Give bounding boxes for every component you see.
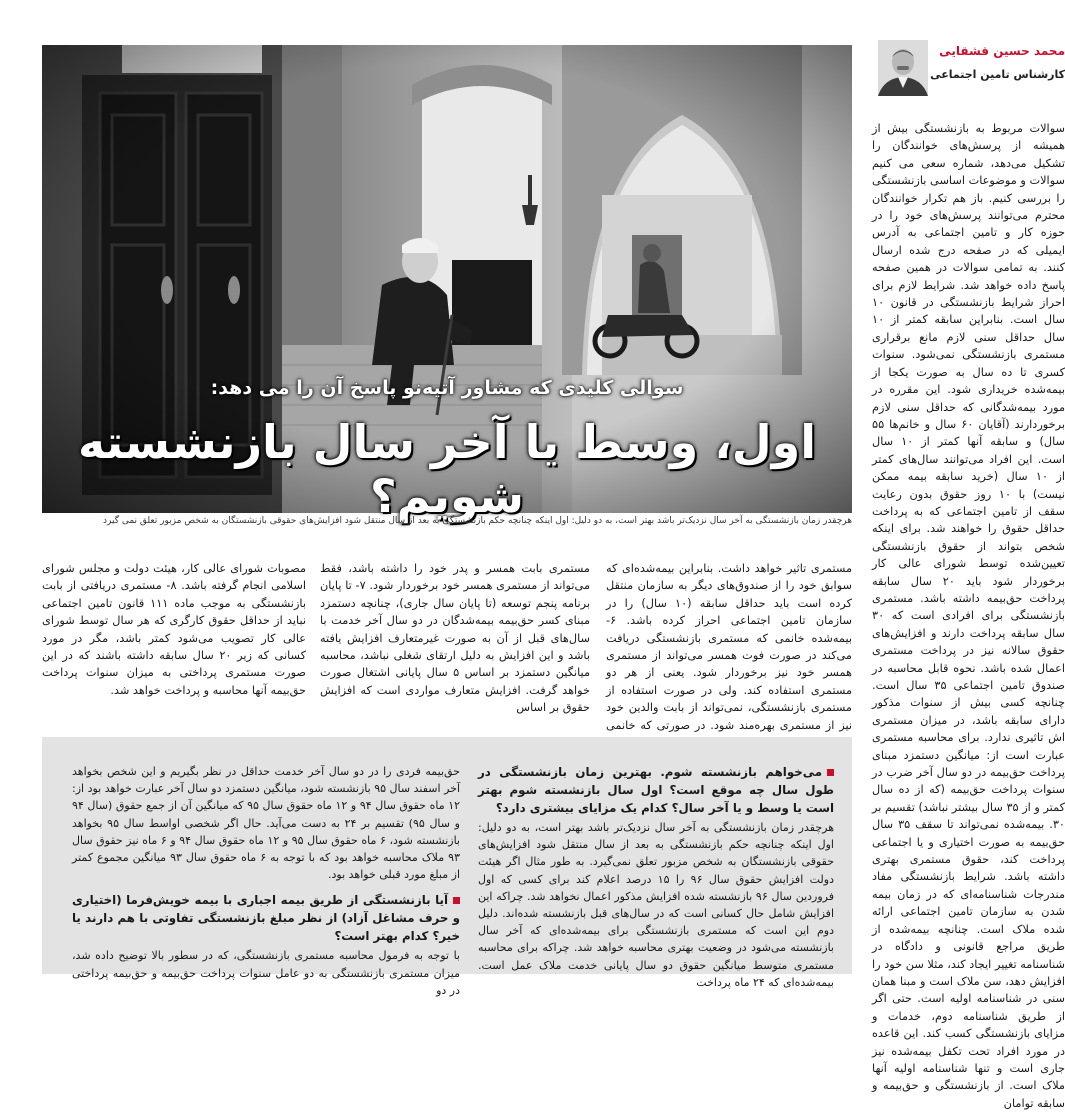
author-role: کارشناس تامین اجتماعی	[930, 68, 1065, 81]
hero-title: اول، وسط یا آخر سال بازنشسته شویم؟	[78, 415, 816, 523]
article-column-3	[42, 560, 306, 718]
author-byline	[872, 38, 1065, 98]
author-name: محمد حسین قشقایی	[939, 44, 1065, 58]
answer: هرچقدر زمان بازنشستگی به آخر سال نزدیک‌تر باشد بهتر است، به دو دلیل: اول اینکه چنانچه حکم بازنشستگی به بعد از سال منتقل شود افزایش‌های حقوقی بازنشستگان به شخص مزبور تعلق نمی‌گیرد. به طور مثال اگر هیئت دولت افزایش حقوق سال ۹۶ را ۱۵ درصد اعلام کند برای کسی که اول فروردین سال ۹۶ بازنشسته شده افزایش مذکور اعمال نخواهد شد. چراکه این افزایش شامل حال کسانی است که در سال‌های قبل بازنشسته شده‌اند. دلیل دوم این است که مستمری بازنشستگی برای بیمه‌شده‌ای که آخر سال بازنشسته می‌شود در وضعیت بهتری محاسبه خواهد شد. چراکه برای محاسبه مستمری متوسط میانگین حقوق دو سال پایانی خدمت ملاک عمل است. بیمه‌شده‌ای که ۲۴ ماه پرداخت	[478, 821, 834, 989]
article-text: مصوبات شورای عالی کار، هیئت دولت و مجلس شورای اسلامی انجام گرفته باشد. ۸- مستمری دریافتی از بابت بازنشستگی به موجب ماده ۱۱۱ قانون تامین اجتماعی نباید از حداقل حقوق کارگری که هر سال توسط شورای عالی کار تصویب می‌شود کمتر باشد، مگر در مورد کسانی که زیر ۲۰ سال سابقه داشته باشند که در این صورت مستمری پرداختی به میزان سنوات پرداخت حق‌بیمه آنها محاسبه و پرداخت خواهد شد.	[42, 562, 306, 697]
question-text: آیا بازنشستگی از طریق بیمه اجباری با بیمه خویش‌فرما (اختیاری و حرف مشاغل آزاد) از نظر مبلغ بازنشستگی تفاوتی با هم دارند یا خیر؟ کدام بهتر است؟	[72, 893, 460, 944]
answer: حق‌بیمه فردی را در دو سال آخر خدمت حداقل در نظر بگیریم و این شخص بخواهد آخر اسفند سال ۹۵ بازنشسته شود، میانگین دستمزد دو سال آخر عبارت خواهد بود از: ۱۲ ماه حقوق سال ۹۴ و ۱۲ ماه حقوق سال ۹۵ که میانگین آن از جمع حقوق (سال ۹۴ و سال ۹۵) تقسیم بر ۲۴ به دست می‌آید. حال اگر شخصی اواسط سال ۹۵ بخواهد بازنشسته شود، ۶ ماه حقوق سال ۹۵ و ۱۲ ماه حقوق سال ۹۴ و ۶ ماه نیز حقوق سال ۹۳ ملاک محاسبه خواهد بود که با توجه به ۶ ماه حقوق سال ۹۳ میانگین مجموع کمتر از مبلغ مورد قبلی خواهد بود.	[72, 765, 461, 882]
article-column-right	[872, 120, 1065, 1110]
qa-box	[42, 737, 852, 997]
bullet-square-icon	[827, 769, 834, 776]
photo-caption: هرچقدر زمان بازنشستگی به آخر سال نزدیک‌تر باشد بهتر است، به دو دلیل: اول اینکه چنانچه حکم بازنشستگی به بعد از سال منتقل شود افزایش‌های حقوقی بازنشستگان به شخص مزبور تعلق نمی گیرد	[103, 516, 852, 526]
bullet-square-icon	[453, 897, 460, 904]
author-photo	[878, 40, 928, 96]
question	[72, 891, 460, 945]
article-column-1	[606, 560, 852, 732]
answer: با توجه به فرمول محاسبه مستمری بازنشستگی، که در سطور بالا توضیح داده شد، میزان مستمری بازنشستگی به دو عامل سنوات پرداخت حق‌بیمه و حق‌بیمه پرداختی در دو	[72, 949, 460, 997]
hero-kicker: سوالی کلیدی که مشاور آتیه‌نو پاسخ آن را می دهد:	[210, 377, 684, 399]
article-column-2	[320, 560, 590, 718]
article-text: مستمری تاثیر خواهد داشت. بنابراین بیمه‌شده‌ای که سوابق خود را از صندوق‌های دیگر به سازمان منتقل کرده است باید حداقل سابقه (۱۰ سال) را در سازمان تامین اجتماعی احراز کرده باشد. ۶- بیمه‌شده خانمی که مستمری بازنشستگی دریافت می‌کند در صورت فوت همسر می‌تواند از مستمری همسر خود نیز برخوردار شود. یعنی از هر دو مستمری استفاده کند. ولی در صورت استفاده از مستمری بازنشستگی، نمی‌تواند از بابت والدین خود نیز از مستمری بهره‌مند شود. در صورتی که خانمی	[606, 562, 852, 732]
question-text: می‌خواهم بازنشسته شوم. بهترین زمان بازنشستگی در طول سال چه موقع است؟ اول سال بازنشسته شوم بهتر است یا وسط و یا آخر سال؟ کدام یک مزایای بیشتری دارد؟	[478, 765, 834, 815]
article-text: سوالات مربوط به بازنشستگی بیش از همیشه از پرسش‌های خوانندگان را تشکیل می‌دهد، شماره سعی می کنیم سوالات و موضوعات اساسی بازنشستگی را بررسی کنیم. باز هم تکرار خوانندگان محترم می‌توانند پرسش‌های خود را در حوزه کار و تامین اجتماعی به آدرس ایمیلی که در صفحه درج شده ارسال کنند. به تمامی سوالات در همین صفحه پاسخ داده خواهد شد. شرایط لازم برای احراز شرایط بازنشستگی در قانون ۱۰ سال است. بنابراین سابقه کمتر از ۱۰ سال حداقل سنی لازم مانع برقراری مستمری بازنشستگی نمی‌شود. سنوات کسری تا ده سال به صورت یکجا از بیمه‌شده خریداری شود. این مقرره در مورد بیمه‌شدگانی که حداقل سنی لازم برخوردارند (آقایان ۶۰ سال و خانم‌ها ۵۵ سال) و سابقه آنها کمتر از ۱۰ سال است. این افراد می‌توانند سال‌های کمتر از ۱۰ سال (خرید سابقه بیمه ممکن نیست) با ۱۰ روز حقوق بدون رعایت سقف از تامین اجتماعی که به پرداخت حداقل حقوق را خواهند شد. برای اینکه شخص بتواند از حقوق بازنشستگی تعیین‌شده توسط شورای عالی کار برخوردار شود باید ۲۰ سال سابقه پرداخت حق‌بیمه داشته باشد. مستمری بازنشستگی برای افرادی است که ۳۰ سال سابقه پرداخت دارند و افزایش‌های حقوق سالانه نیز در پرداخت مستمری اعمال شده باشد. نحوه قابل محاسبه در صندوق تامین اجتماعی ۳۵ سال است. چنانچه کسی بیش از سنوات مذکور دارای سابقه باشد، در میزان مستمری اش تاثیری ندارد. برای محاسبه مستمری عبارت است از: میانگین دستمزد مبنای پرداخت حق‌بیمه در دو سال آخر ضرب در سنوات پرداخت حق‌بیمه (که از ده سال کمتر و از ۳۵ سال بیشتر نباشد) تقسیم بر ۳۰. بیمه‌شده نمی‌تواند تا سقف ۳۵ سال حق‌بیمه به صورت اختیاری و یا اجتماعی پرداخت کند، حقوق مستمری بهتری داشته باشد. شرایط بازنشستگی مفاد مندرجات شناسنامه‌ای که در زمان بیمه شدن به سازمان تامین اجتماعی ارائه شده ملاک است. چنانچه بیمه‌شده از طریق مراجع قانونی و دادگاه در شناسنامه تغییر ایجاد کند، مثلا سن خود را افزایش دهد، سن ملاک است و مبنا همان سنی در شناسنامه اولیه است. حتی اگر از طریق شناسنامه دوم، خدمات و مزایای بازنشستگی کسب کند. این قاعده در مورد افراد تحت تکفل بیمه‌شده نیز جاری است و تنها شناسنامه اولیه آنها ملاک است. از بازنشستگی و حق‌بیمه و سابقه توامان	[872, 122, 1065, 1110]
qa-column-right	[478, 763, 834, 999]
question	[478, 763, 834, 817]
qa-column-left	[72, 763, 460, 1007]
article-text: مستمری بابت همسر و پدر خود را داشته باشد، فقط می‌تواند از مستمری همسر خود برخوردار شود. ۷- تا پایان برنامه پنجم توسعه (تا پایان سال جاری)، چنانچه دستمزد مبنای کسر حق‌بیمه بیمه‌شدگان در دو سال آخر خدمت با سال‌های قبل از آن به صورت غیرمتعارف افزایش یافته باشد و این افزایش به دلیل ارتقای شغلی نباشد، محاسبه میانگین دستمزد بر اساس ۵ سال پایانی اشتغال صورت خواهد گرفت. افزایش متعارف مواردی است که افزایش حقوق بر اساس	[320, 562, 590, 715]
